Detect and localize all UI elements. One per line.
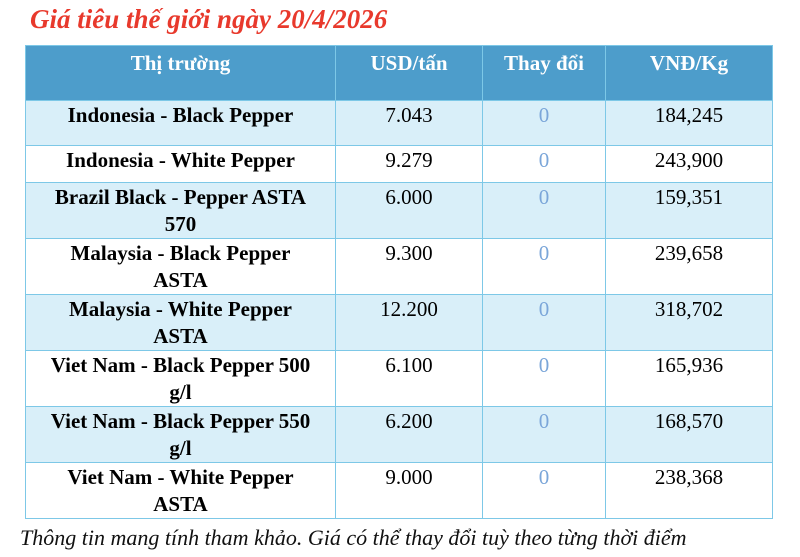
market-cell: Viet Nam - White Pepper ASTA <box>26 463 336 519</box>
change-cell: 0 <box>483 146 606 183</box>
market-cell: Viet Nam - Black Pepper 550 g/l <box>26 407 336 463</box>
vnd-cell: 184,245 <box>606 101 773 146</box>
market-cell: Viet Nam - Black Pepper 500 g/l <box>26 351 336 407</box>
table-row <box>26 407 773 463</box>
page-title: Giá tiêu thế giới ngày 20/4/2026 <box>30 4 388 34</box>
usd-cell: 6.200 <box>336 407 483 463</box>
change-cell: 0 <box>483 183 606 239</box>
usd-cell: 7.043 <box>336 101 483 146</box>
change-cell: 0 <box>483 101 606 146</box>
table-row <box>26 295 773 351</box>
table-row <box>26 146 773 183</box>
disclaimer-text: Thông tin mang tính tham khảo. Giá có thể thay đổi tuỳ theo từng thời điểm <box>20 525 687 550</box>
col-header-usd-per-ton: USD/tấn <box>336 46 483 101</box>
change-cell: 0 <box>483 239 606 295</box>
change-cell: 0 <box>483 407 606 463</box>
table-row <box>26 183 773 239</box>
vnd-cell: 238,368 <box>606 463 773 519</box>
vnd-cell: 239,658 <box>606 239 773 295</box>
change-cell: 0 <box>483 351 606 407</box>
table-header <box>26 46 773 101</box>
table-row <box>26 239 773 295</box>
table-row <box>26 351 773 407</box>
change-cell: 0 <box>483 463 606 519</box>
market-cell: Malaysia - Black Pepper ASTA <box>26 239 336 295</box>
pepper-price-table <box>25 45 773 519</box>
table-row <box>26 101 773 146</box>
col-header-market: Thị trường <box>26 46 336 101</box>
col-header-vnd-per-kg: VNĐ/Kg <box>606 46 773 101</box>
market-cell: Indonesia - Black Pepper <box>26 101 336 146</box>
market-cell: Brazil Black - Pepper ASTA 570 <box>26 183 336 239</box>
usd-cell: 6.100 <box>336 351 483 407</box>
usd-cell: 9.000 <box>336 463 483 519</box>
vnd-cell: 243,900 <box>606 146 773 183</box>
market-cell: Indonesia - White Pepper <box>26 146 336 183</box>
header-row <box>26 46 773 101</box>
usd-cell: 9.300 <box>336 239 483 295</box>
usd-cell: 9.279 <box>336 146 483 183</box>
table-row <box>26 463 773 519</box>
market-cell: Malaysia - White Pepper ASTA <box>26 295 336 351</box>
vnd-cell: 165,936 <box>606 351 773 407</box>
vnd-cell: 168,570 <box>606 407 773 463</box>
vnd-cell: 318,702 <box>606 295 773 351</box>
vnd-cell: 159,351 <box>606 183 773 239</box>
usd-cell: 12.200 <box>336 295 483 351</box>
table-body <box>26 101 773 519</box>
col-header-change: Thay đổi <box>483 46 606 101</box>
page <box>0 4 800 551</box>
usd-cell: 6.000 <box>336 183 483 239</box>
change-cell: 0 <box>483 295 606 351</box>
